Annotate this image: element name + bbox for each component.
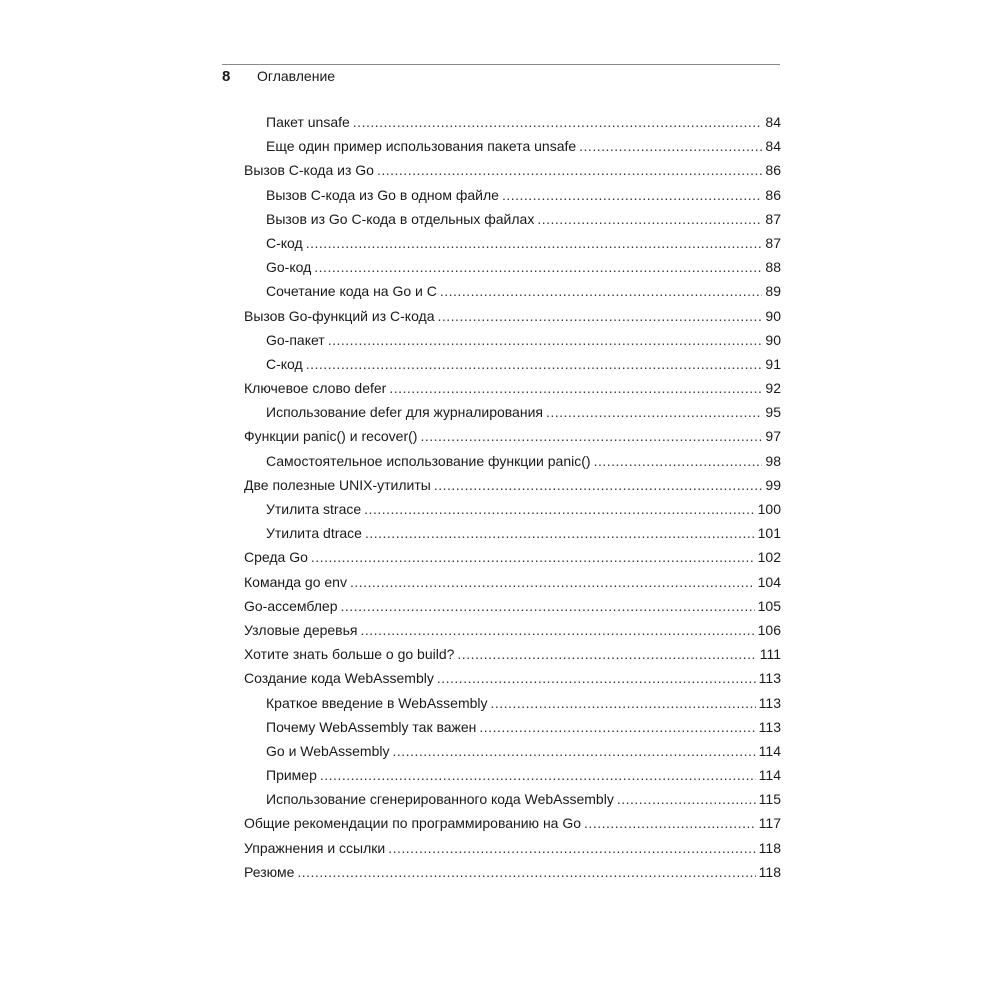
toc-dot-leader xyxy=(393,739,756,763)
toc-entry-subsection[interactable] xyxy=(244,400,781,424)
toc-entry-page-number: 87 xyxy=(765,210,781,227)
toc-entry-title: Общие рекомендации по программированию на Go xyxy=(244,815,582,832)
toc-entry-page-number: 111 xyxy=(759,646,781,663)
toc-entry-title: Упражнения и ссылки xyxy=(244,839,386,856)
toc-dot-leader xyxy=(361,618,755,642)
toc-dot-leader xyxy=(440,279,763,303)
toc-entry-page-number: 95 xyxy=(765,404,781,421)
toc-entry-title: Пакет unsafe xyxy=(266,114,350,130)
toc-entry-title: Резюме xyxy=(244,863,295,880)
toc-entry-section[interactable] xyxy=(244,666,781,690)
toc-dot-leader xyxy=(311,545,755,569)
toc-entry-title: Go-пакет xyxy=(266,331,325,348)
toc-entry-page-number: 84 xyxy=(765,114,781,130)
toc-entry-title: Go-код xyxy=(266,259,312,276)
toc-entry-page-number: 90 xyxy=(765,307,781,324)
toc-entry-title: Вызов Go-функций из C-кода xyxy=(244,307,435,324)
toc-entry-title: Две полезные UNIX-утилиты xyxy=(244,476,431,493)
toc-entry-subsection[interactable] xyxy=(244,787,781,811)
toc-entry-subsection[interactable] xyxy=(244,328,781,352)
toc-dot-leader xyxy=(617,787,756,811)
toc-dot-leader xyxy=(579,134,762,158)
toc-dot-leader xyxy=(502,183,762,207)
toc-dot-leader xyxy=(546,400,762,424)
toc-entry-title: Почему WebAssembly так важен xyxy=(266,718,477,735)
toc-entry-title: Пример xyxy=(266,767,317,784)
toc-entry-page-number: 92 xyxy=(765,380,781,397)
toc-entry-title: Функции panic() и recover() xyxy=(244,428,418,445)
toc-dot-leader xyxy=(306,231,763,255)
toc-entry-page-number: 86 xyxy=(765,186,781,203)
toc-entry-page-number: 102 xyxy=(757,549,781,566)
toc-dot-leader xyxy=(537,207,762,231)
toc-dot-leader xyxy=(389,376,762,400)
toc-dot-leader xyxy=(594,449,763,473)
running-title: Оглавление xyxy=(257,68,336,84)
toc-entry-page-number: 89 xyxy=(765,283,781,300)
toc-dot-leader xyxy=(457,642,756,666)
toc-entry-page-number: 90 xyxy=(765,331,781,348)
toc-dot-leader xyxy=(437,666,756,690)
page-number: 8 xyxy=(222,68,231,85)
toc-dot-leader xyxy=(479,715,755,739)
toc-entry-section[interactable] xyxy=(244,545,781,569)
toc-entry-title: Вызов из Go C-кода в отдельных файлах xyxy=(266,210,535,227)
toc-dot-leader xyxy=(350,570,755,594)
toc-entry-page-number: 100 xyxy=(757,501,781,517)
toc-entry-subsection[interactable] xyxy=(244,207,781,231)
toc-entry-subsection[interactable] xyxy=(244,763,781,787)
toc-dot-leader xyxy=(365,521,755,545)
toc-entry-title: Хотите знать больше о go build? xyxy=(244,646,455,663)
toc-entry-title: Создание кода WebAssembly xyxy=(244,670,434,687)
toc-entry-page-number: 117 xyxy=(758,815,781,832)
toc-entry-page-number: 114 xyxy=(758,767,781,784)
toc-entry-title: Самостоятельное использование функции panic() xyxy=(266,452,591,469)
toc-entry-section[interactable] xyxy=(244,376,781,400)
toc-entry-page-number: 118 xyxy=(758,839,781,856)
toc-entry-title: Вызов C-кода из Go в одном файле xyxy=(266,186,499,203)
toc-dot-leader xyxy=(491,691,756,715)
toc-entry-title: Go и WebAssembly xyxy=(266,742,390,759)
toc-entry-subsection[interactable] xyxy=(244,110,781,134)
toc-entry-page-number: 101 xyxy=(757,525,781,542)
toc-entry-section[interactable] xyxy=(244,424,781,448)
toc-dot-leader xyxy=(341,594,755,618)
toc-dot-leader xyxy=(388,836,755,860)
toc-dot-leader xyxy=(320,763,756,787)
toc-entry-subsection[interactable] xyxy=(244,497,781,521)
toc-dot-leader xyxy=(434,473,763,497)
toc-entry-section[interactable] xyxy=(244,811,781,835)
toc-entry-title: Использование сгенерированного кода WebAssembly xyxy=(266,791,614,808)
toc-entry-subsection[interactable] xyxy=(244,183,781,207)
toc-entry-section[interactable] xyxy=(244,473,781,497)
toc-entry-section[interactable] xyxy=(244,860,781,884)
toc-entry-title: Утилита strace xyxy=(266,501,362,517)
toc-entry-page-number: 87 xyxy=(765,234,781,251)
toc-dot-leader xyxy=(314,255,762,279)
toc-entry-subsection[interactable] xyxy=(244,691,781,715)
toc-entry-title: Go-ассемблер xyxy=(244,597,338,614)
toc-dot-leader xyxy=(584,811,756,835)
toc-entry-title: Сочетание кода на Go и C xyxy=(266,283,437,300)
toc-entry-page-number: 106 xyxy=(757,621,781,638)
toc-entry-title: Утилита dtrace xyxy=(266,525,362,542)
toc-entry-page-number: 91 xyxy=(765,355,781,372)
toc-entry-title: Среда Go xyxy=(244,549,308,566)
toc-entry-section[interactable] xyxy=(244,642,781,666)
header-rule xyxy=(222,64,780,65)
toc-entry-subsection[interactable] xyxy=(244,521,781,545)
toc-entry-title: Краткое введение в WebAssembly xyxy=(266,694,488,711)
toc-entry-section[interactable] xyxy=(244,594,781,618)
toc-dot-leader xyxy=(438,304,763,328)
toc-dot-leader xyxy=(353,110,763,134)
table-of-contents xyxy=(244,110,781,884)
toc-entry-section[interactable] xyxy=(244,618,781,642)
toc-entry-subsection[interactable] xyxy=(244,279,781,303)
toc-dot-leader xyxy=(420,424,762,448)
toc-entry-subsection[interactable] xyxy=(244,352,781,376)
toc-dot-leader xyxy=(297,860,755,884)
toc-entry-subsection[interactable] xyxy=(244,449,781,473)
toc-entry-title: Команда go env xyxy=(244,573,347,590)
toc-dot-leader xyxy=(328,328,763,352)
toc-entry-section[interactable] xyxy=(244,304,781,328)
toc-entry-page-number: 104 xyxy=(757,573,781,590)
toc-entry-page-number: 105 xyxy=(757,597,781,614)
toc-entry-subsection[interactable] xyxy=(244,231,781,255)
toc-entry-page-number: 88 xyxy=(765,259,781,276)
toc-entry-title: Ключевое слово defer xyxy=(244,380,387,397)
toc-entry-section[interactable] xyxy=(244,570,781,594)
toc-dot-leader xyxy=(364,497,754,521)
toc-entry-title: Еще один пример использования пакета unsafe xyxy=(266,138,577,155)
toc-entry-subsection[interactable] xyxy=(244,739,781,763)
toc-entry-subsection[interactable] xyxy=(244,255,781,279)
toc-entry-page-number: 99 xyxy=(765,476,781,493)
toc-entry-subsection[interactable] xyxy=(244,134,781,158)
toc-entry-title: C-код xyxy=(266,355,303,372)
toc-dot-leader xyxy=(306,352,763,376)
toc-entry-page-number: 113 xyxy=(758,718,781,735)
toc-entry-subsection[interactable] xyxy=(244,715,781,739)
toc-entry-page-number: 118 xyxy=(758,863,781,880)
toc-entry-page-number: 113 xyxy=(758,670,781,687)
toc-entry-page-number: 98 xyxy=(765,452,781,469)
toc-entry-page-number: 114 xyxy=(758,742,781,759)
toc-entry-section[interactable] xyxy=(244,158,781,182)
page-header xyxy=(222,64,780,86)
toc-entry-page-number: 115 xyxy=(758,791,781,808)
toc-entry-section[interactable] xyxy=(244,836,781,860)
toc-entry-page-number: 84 xyxy=(765,138,781,155)
toc-entry-page-number: 97 xyxy=(765,428,781,445)
toc-entry-title: Узловые деревья xyxy=(244,621,358,638)
toc-dot-leader xyxy=(377,158,762,182)
toc-entry-page-number: 113 xyxy=(758,694,781,711)
toc-entry-title: Использование defer для журналирования xyxy=(266,404,543,421)
toc-entry-page-number: 86 xyxy=(765,162,781,179)
toc-entry-title: Вызов C-кода из Go xyxy=(244,162,374,179)
toc-entry-title: C-код xyxy=(266,234,303,251)
